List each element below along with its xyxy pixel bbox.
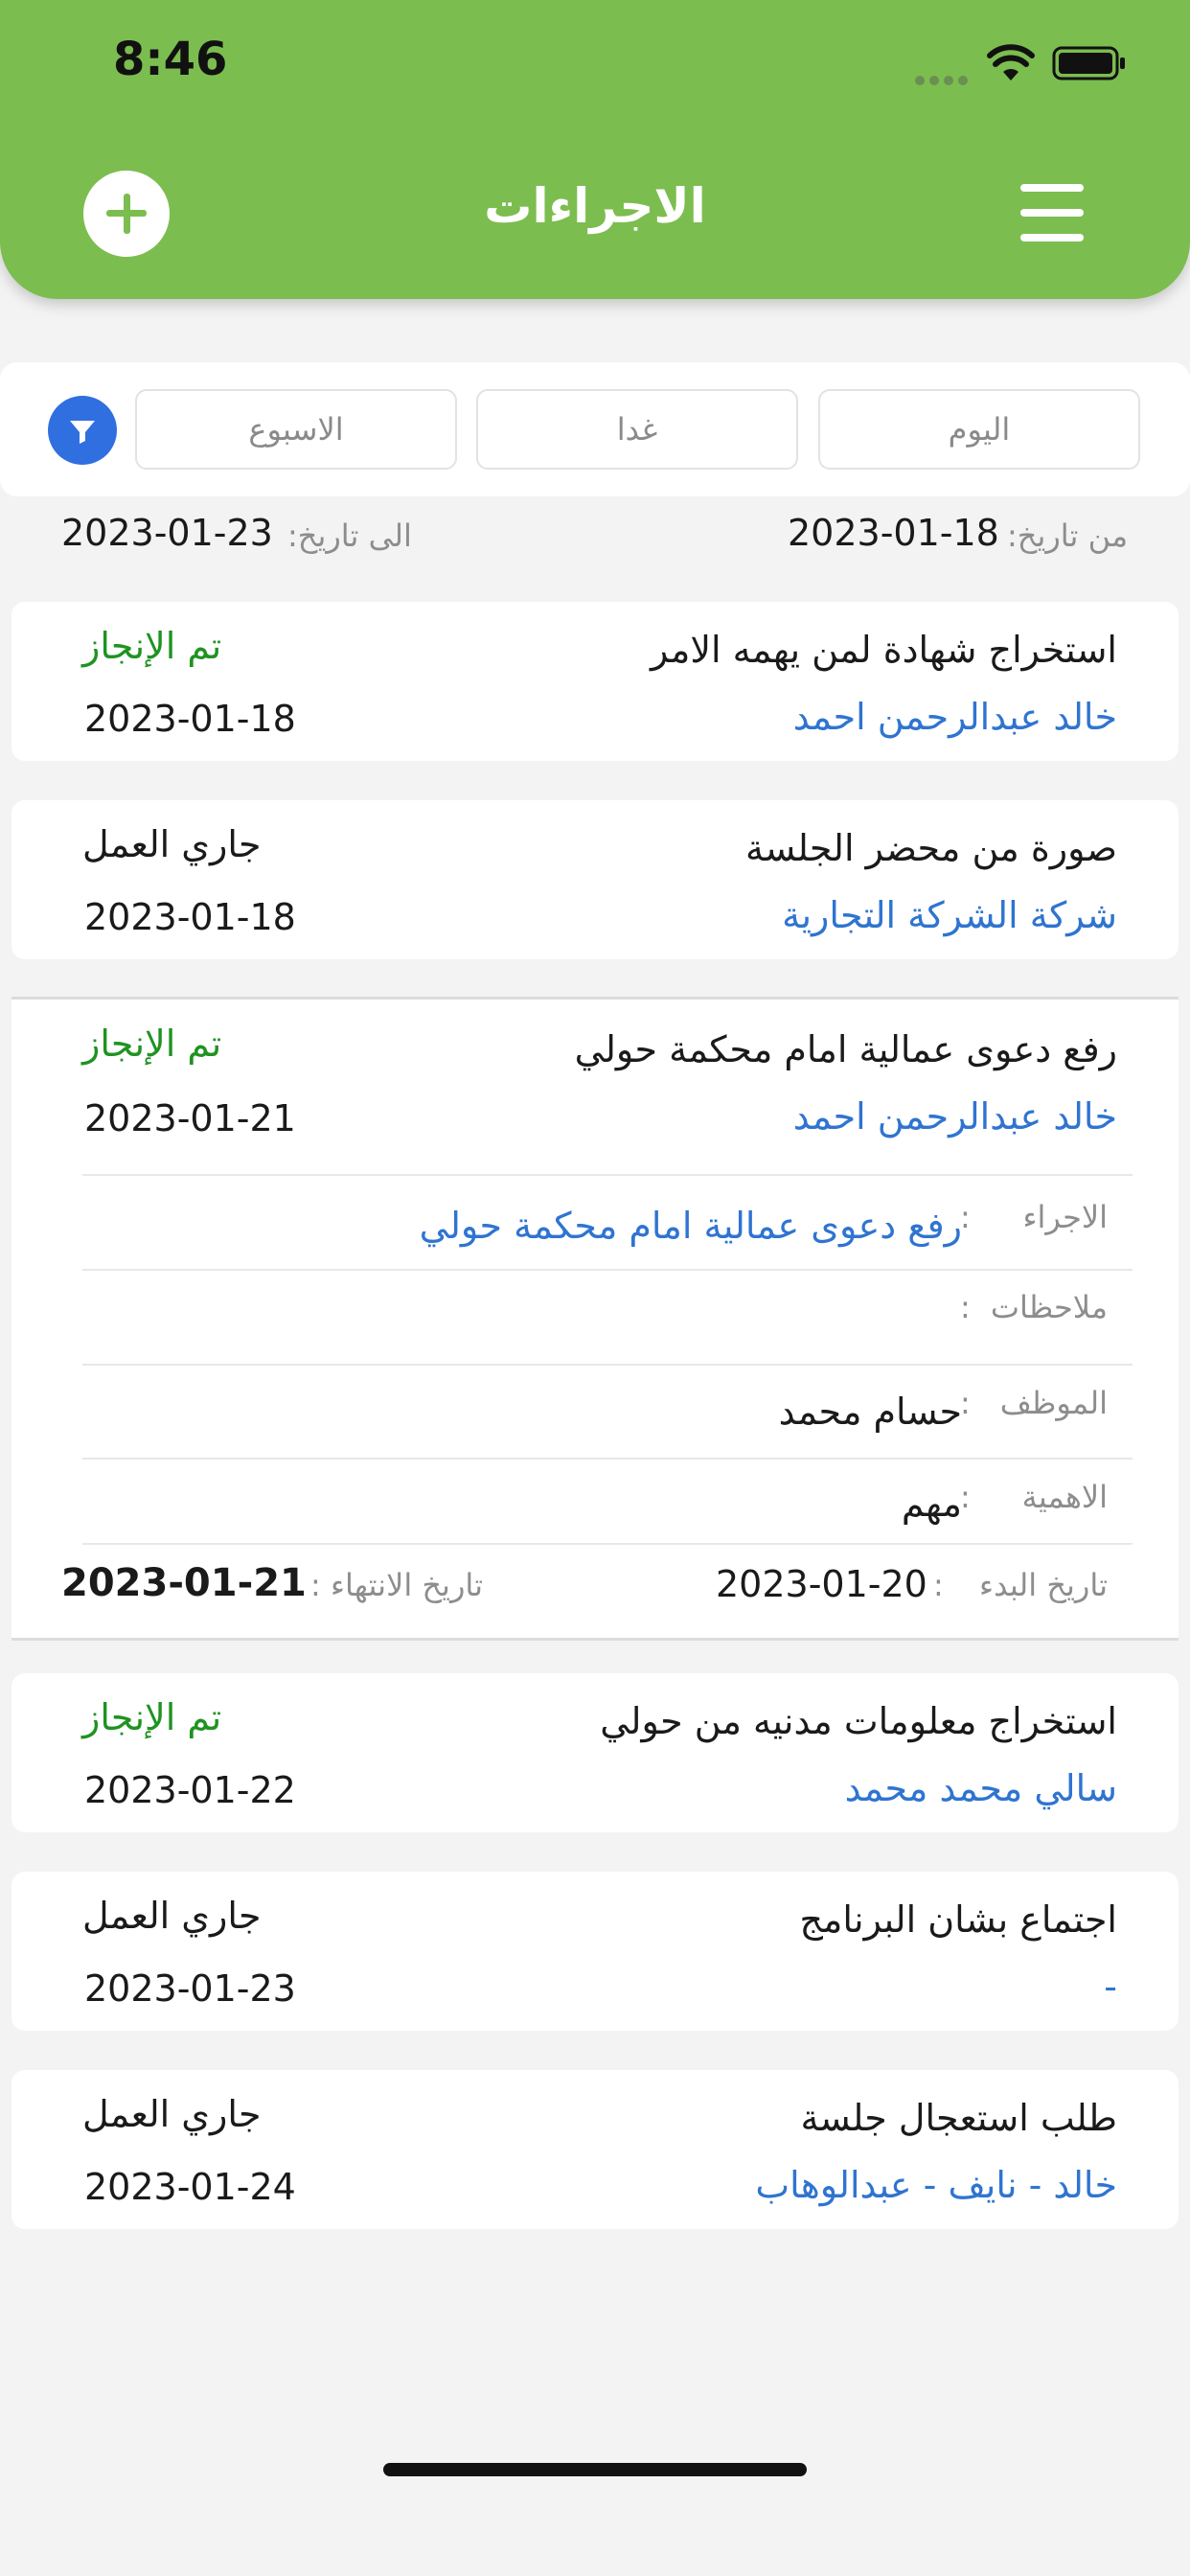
procedure-status: جاري العمل: [82, 823, 262, 865]
filter-button[interactable]: [48, 396, 117, 465]
procedure-status: تم الإنجاز: [82, 1023, 222, 1065]
page-title: الاجراءات: [484, 178, 706, 234]
procedure-title: اجتماع بشان البرنامج: [799, 1898, 1117, 1941]
procedure-title: رفع دعوى عمالية امام محكمة حولي: [574, 1028, 1117, 1070]
procedure-card[interactable]: [11, 800, 1179, 959]
detail-colon: :: [960, 1385, 971, 1421]
detail-colon: :: [960, 1199, 971, 1235]
app-header: [0, 0, 1190, 299]
procedure-date: 2023-01-23: [84, 1967, 296, 2010]
procedure-date: 2023-01-22: [84, 1769, 296, 1811]
procedure-status: جاري العمل: [82, 1895, 262, 1937]
to-date-label: الى تاريخ:: [287, 518, 412, 554]
procedure-party[interactable]: خالد عبدالرحمن احمد: [792, 1095, 1117, 1138]
detail-procedure-label: الاجراء: [1022, 1199, 1108, 1235]
status-bar-time: 8:46: [113, 33, 228, 86]
filter-tomorrow-button[interactable]: غدا: [476, 389, 798, 470]
procedure-card[interactable]: [11, 602, 1179, 761]
procedure-date: 2023-01-24: [84, 2166, 296, 2208]
procedure-party[interactable]: خالد - نايف - عبدالوهاب: [755, 2164, 1117, 2206]
procedure-status: تم الإنجاز: [82, 625, 222, 667]
procedure-title: طلب استعجال جلسة: [800, 2097, 1117, 2139]
detail-colon: :: [960, 1479, 971, 1515]
detail-notes-label: ملاحظات: [990, 1289, 1108, 1325]
divider: [82, 1269, 1133, 1271]
procedure-card-expanded[interactable]: [11, 997, 1179, 1641]
detail-start-label: تاريخ البدء: [979, 1567, 1108, 1603]
procedure-party[interactable]: سالي محمد محمد: [844, 1767, 1117, 1809]
procedure-card[interactable]: [11, 1673, 1179, 1832]
procedure-card[interactable]: [11, 1872, 1179, 2031]
procedure-title: صورة من محضر الجلسة: [745, 827, 1117, 869]
procedure-date: 2023-01-18: [84, 896, 296, 938]
procedure-title: استخراج معلومات مدنيه من حولي: [600, 1700, 1117, 1742]
procedure-party[interactable]: -: [1104, 1966, 1117, 2008]
detail-employee-label: الموظف: [999, 1385, 1108, 1421]
procedure-title: استخراج شهادة لمن يهمه الامر: [651, 629, 1117, 671]
to-date-value[interactable]: 2023-01-23: [61, 512, 273, 554]
detail-employee-value: حسام محمد: [778, 1391, 962, 1433]
procedure-card[interactable]: [11, 2070, 1179, 2229]
detail-colon: :: [933, 1567, 944, 1603]
from-date-value[interactable]: 2023-01-18: [788, 512, 999, 554]
detail-end-label: تاريخ الانتهاء :: [310, 1567, 484, 1603]
wifi-icon: [987, 44, 1035, 82]
hamburger-menu-icon: [1020, 184, 1084, 192]
from-date-label: من تاريخ:: [1007, 518, 1129, 554]
procedure-status: جاري العمل: [82, 2093, 262, 2135]
divider: [82, 1543, 1133, 1545]
signal-dots-icon: [915, 71, 971, 80]
divider: [82, 1364, 1133, 1366]
filter-funnel-icon: [48, 396, 117, 465]
battery-icon: [1052, 44, 1129, 82]
divider: [82, 1174, 1133, 1176]
detail-end-value: 2023-01-21: [61, 1561, 307, 1605]
divider: [82, 1458, 1133, 1460]
detail-start-value: 2023-01-20: [716, 1563, 927, 1605]
filter-week-button[interactable]: الاسبوع: [135, 389, 457, 470]
procedure-status: تم الإنجاز: [82, 1696, 222, 1738]
detail-procedure-value: رفع دعوى عمالية امام محكمة حولي: [419, 1205, 962, 1247]
procedure-date: 2023-01-18: [84, 698, 296, 740]
filter-today-button[interactable]: اليوم: [818, 389, 1140, 470]
detail-importance-value: مهم: [901, 1483, 962, 1525]
procedure-date: 2023-01-21: [84, 1097, 296, 1139]
detail-importance-label: الاهمية: [1021, 1479, 1108, 1515]
menu-button[interactable]: [1020, 184, 1084, 242]
detail-colon: :: [960, 1289, 971, 1325]
procedure-party[interactable]: شركة الشركة التجارية: [782, 894, 1117, 936]
procedure-party[interactable]: خالد عبدالرحمن احمد: [792, 696, 1117, 738]
home-indicator[interactable]: [383, 2463, 807, 2476]
